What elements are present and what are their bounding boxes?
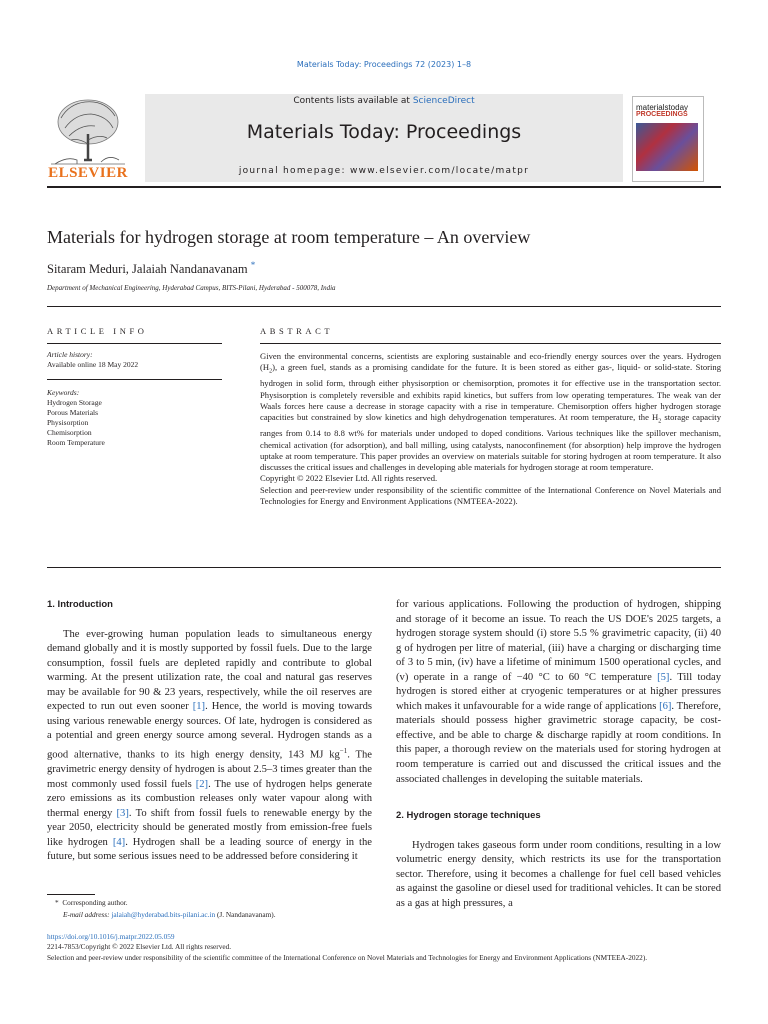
text-run: . Hence, the world is moving towards using various renewable energy sources. Of late, hydrogen is considered as a potential and green energy source among several. Hydrogen stands as a good alternative, thanks to its high energy density, 143 MJ kg (47, 701, 372, 761)
text-run: The ever-growing human population leads to simultaneous energy demand globally and it is mostly supported by fossil fuels. Due to the large consumption, fossil fuels are depleted rapidly and contribute to global warming. At the present utilization rate, the coal and natural gas reserves may be available for 90 & 23 years, respectively, while the oil reserves are expected to run out even sooner (47, 628, 372, 713)
cover-title-a: materialstoday (636, 103, 689, 112)
info-rule (47, 343, 222, 344)
history-label: Article history: (47, 350, 93, 359)
affiliation: Department of Mechanical Engineering, Hyderabad Campus, BITS-Pilani, Hyderabad - 500078, India (47, 284, 336, 292)
sciencedirect-link[interactable]: ScienceDirect (412, 96, 475, 106)
footnote-mark: * (55, 898, 59, 907)
section-heading-storage-techniques: 2. Hydrogen storage techniques (396, 810, 541, 822)
citation-link[interactable]: [4] (112, 836, 126, 848)
page-bottom-notes (47, 932, 721, 963)
article-title: Materials for hydrogen storage at room temperature – An overview (47, 227, 531, 247)
citation-link[interactable]: [1] (192, 701, 206, 713)
email-link[interactable]: jalaiah@hyderabad.bits-pilani.ac.in (111, 910, 216, 919)
body-column-right (396, 598, 721, 911)
abstract-copyright: Copyright © 2022 Elsevier Ltd. All rights reserved. (260, 473, 438, 484)
footnote (47, 897, 447, 921)
homepage-prefix: journal homepage: (238, 166, 350, 176)
email-suffix: (J. Nandanavanam). (215, 910, 276, 919)
author-names: Sitaram Meduri, Jalaiah Nandanavanam (47, 262, 248, 277)
article-info-heading: ARTICLE INFO (47, 326, 148, 336)
elsevier-wordmark: ELSEVIER (48, 165, 128, 181)
journal-citation[interactable]: Materials Today: Proceedings 72 (2023) 1–8 (296, 60, 472, 69)
superscript: −1 (339, 746, 348, 755)
abstract-rule (260, 343, 721, 344)
doi-link[interactable]: https://doi.org/10.1016/j.matpr.2022.05.059 (47, 932, 175, 941)
abstract-text-part: storage capacity ranges from 0.14 to 8.8 wt% for materials under undoped to doped conditions. Various techniques like the spillover mechanism, chemical activation (for adsorption), and ball milling, using catalysts, nanoconfinement (for absorption) help improve the hydrogen uptake at room temperature. This paper provides an overview on materials suitable for storing hydrogen at room temperature. It also discusses the critical issues and challenges in developing able materials for hydrogen storage at room temperature. (260, 412, 721, 473)
text-run: . The gravimetric energy density of hydrogen is about 2.5–3 times greater than the most commonly used fossil fuels (47, 749, 373, 790)
contents-line (145, 96, 623, 106)
citation-link[interactable]: [3] (116, 807, 129, 819)
abstract-end-rule (47, 567, 721, 568)
footnote-corresponding: Corresponding author. (62, 898, 128, 907)
corresponding-author-mark[interactable]: * (250, 260, 256, 270)
intro-paragraph (47, 628, 372, 865)
authors-rule (47, 306, 721, 307)
contents-prefix: Contents lists available at (293, 96, 413, 106)
header-rule (47, 186, 721, 188)
abstract-text-part: ), a green fuel, stands as a promising candidate for the future. It is been stored as either gas-, liquid- or solid-state. Storing hydrogen in solid form, through either physisorption or chemisorption, promotes it for effective use in the transportation sector. Physisorption is completely reversible and exhibits rapid kinetics, but suffers from low operating temperatures. The weak van der Waals forces here cause a decrease in storage capacity with a rise in temperature. Chemisorption offers higher hydrogen storage capacities but constrained by slow kinetics and high dehydrogenation temperatures. At room temperature, the H (260, 362, 721, 423)
homepage-url[interactable]: www.elsevier.com/locate/matpr (349, 166, 530, 176)
keywords-label: Keywords: (47, 388, 80, 397)
keyword-item: Hydrogen Storage (47, 398, 102, 407)
text-run: for various applications. Following the production of hydrogen, shipping and storage of it become an issue. To reach the US DOE's 2025 targets, a hydrogen storage system should (i) store 5.5 % gravimetric capacity, (ii) 40 g of hydrogen per litre of material, (iii) have a charging or discharging time of 3 to 5 min, (iv) have a lifetime of minimum 1500 operational cycles, and (v) operate in a range of −40 °C to 60 °C temperature (396, 599, 721, 683)
corresponding-author-note (47, 897, 447, 909)
keyword-item: Porous Materials (47, 408, 99, 417)
article-history (47, 350, 222, 370)
history-value: Available online 18 May 2022 (47, 360, 139, 369)
text-run: . To shift from fossil fuels to renewable energy by the year 2050, electricity should be generated mostly from emission-free fuels like hydrogen (47, 807, 372, 848)
keyword-item: Chemisorption (47, 428, 92, 437)
keyword-item: Physisorption (47, 418, 89, 427)
issn-copyright: 2214-7853/Copyright © 2022 Elsevier Ltd. All rights reserved. (47, 942, 232, 952)
abstract-subscript: 2 (658, 418, 662, 425)
abstract-subscript: 2 (269, 369, 273, 376)
spacer (396, 787, 721, 809)
intro-paragraph-continued (396, 598, 721, 787)
journal-homepage (145, 166, 623, 176)
storage-paragraph: Hydrogen takes gaseous form under room conditions, resulting in a low volumetric energy density, which restricts its use for the transportation sector. Therefore, using it becomes a challenge for fuel cell based vehicles as against the gasoline or diesel used for traditional vehicles. It can be stored as a gas at high pressures, a (396, 839, 721, 909)
cover-image (636, 123, 698, 171)
cover-title-b: PROCEEDINGS (636, 111, 688, 118)
authors (47, 260, 255, 277)
history-rule (47, 379, 222, 380)
abstract-heading: ABSTRACT (260, 326, 334, 336)
section-heading-introduction: 1. Introduction (47, 599, 113, 610)
keywords (47, 388, 222, 448)
citation-link[interactable]: [2] (195, 778, 209, 790)
text-run: . Till today hydrogen is stored either at cryogenic temperatures or at higher pressures which makes it unfavourable for a wide range of applications (396, 671, 721, 712)
email-note (47, 909, 447, 921)
citation-link[interactable]: [5] (657, 671, 670, 683)
keyword-item: Room Temperature (47, 438, 105, 447)
journal-title: Materials Today: Proceedings (246, 121, 522, 143)
footnote-rule (47, 894, 95, 895)
text-run: . Hydrogen shall be a leading source of energy in the future, but some serious issues need to be addressed before considering it (47, 836, 372, 863)
body-column-left (47, 598, 372, 865)
abstract-selection: Selection and peer-review under responsibility of the scientific committee of the International Conference on Novel Materials and Technologies for Energy and Environment Applications (NMTEEA-2022). (260, 484, 721, 506)
text-run: . Therefore, materials should possess higher gravimetric storage capacity, be cost-effective, and be able to charge & discharge rapidly at room conditions. In this paper, a thorough review on the materials used for storing hydrogen at room temperature is carried out and discussed the critical issues and the associated challenges in developing the suitable materials. (396, 700, 721, 785)
abstract-text-part: Given the environmental concerns, scientists are exploring sustainable and eco-friendly energy sources over the years. Hydrogen (H (260, 351, 721, 373)
abstract-body (260, 351, 721, 507)
email-label: E-mail address: (63, 910, 112, 919)
citation-link[interactable]: [6] (659, 700, 672, 712)
bottom-selection-note: Selection and peer-review under responsibility of the scientific committee of the International Conference on Novel Materials and Technologies for Energy and Environment Applications (NMTEEA-2022). (47, 952, 648, 962)
text-run: . The use of hydrogen helps generate zero emissions as its combustion releases only water vapour along with thermal energy (47, 778, 372, 819)
journal-cover-thumbnail[interactable] (632, 96, 704, 182)
